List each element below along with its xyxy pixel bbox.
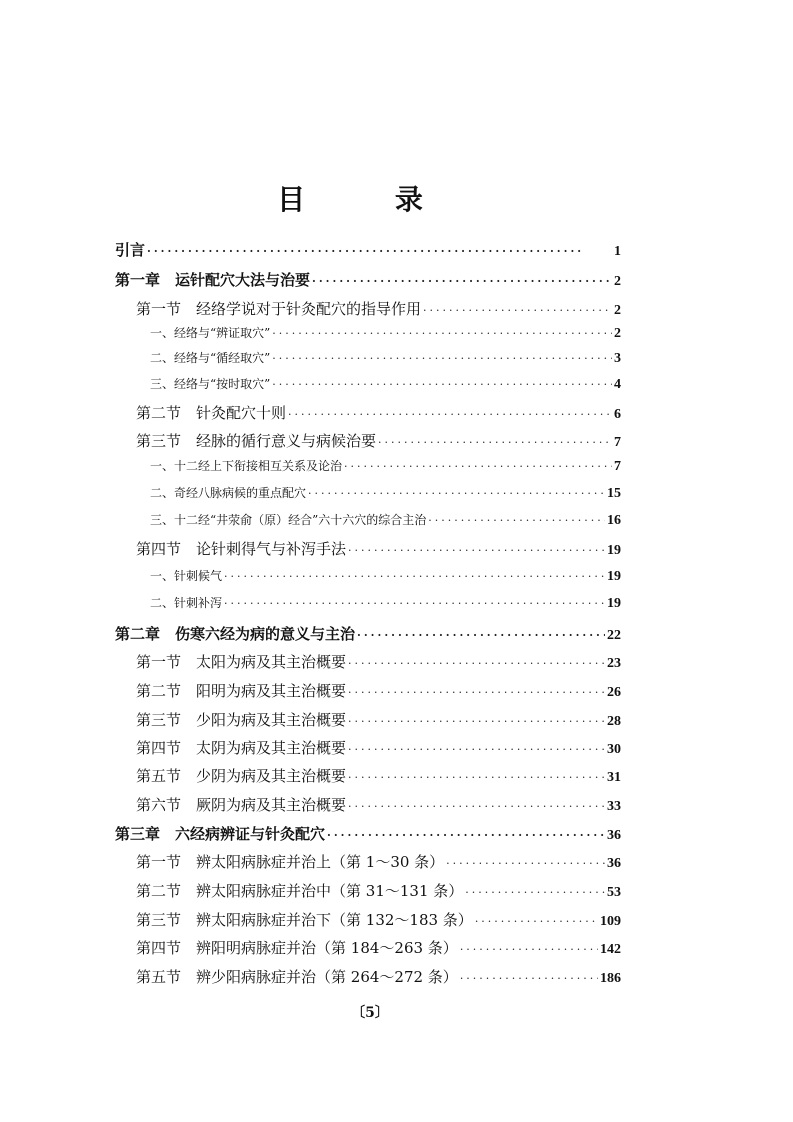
- toc-subsection: [150, 567, 621, 585]
- toc-page-number: 186: [600, 971, 621, 986]
- page-number: 〔5〕: [351, 1005, 389, 1021]
- dot-leader: [344, 460, 612, 473]
- toc-page-number: 3: [614, 351, 621, 366]
- toc-section: [136, 909, 621, 930]
- page-title: 目 录: [277, 183, 463, 216]
- toc-section: [136, 651, 621, 672]
- toc-page-number: 7: [614, 435, 621, 450]
- toc-page-number: 36: [607, 856, 621, 871]
- dot-leader: [348, 771, 605, 784]
- toc-entry-label: 第三章 六经病辨证与针灸配穴: [115, 825, 326, 843]
- toc-entry-label: 引言: [115, 241, 146, 259]
- toc-subsection: [150, 484, 621, 502]
- toc-entry-label: 一、针刺候气: [150, 569, 223, 583]
- toc-entry-label: 二、针刺补泻: [150, 596, 223, 610]
- toc-entry-label: 第二章 伤寒六经为病的意义与主治: [115, 625, 356, 643]
- toc-page-number: 2: [614, 326, 621, 341]
- toc-section: [136, 765, 621, 786]
- toc-subsection: [150, 457, 621, 475]
- dot-leader: [312, 275, 612, 288]
- toc-subsection: [150, 594, 621, 612]
- dot-leader: [272, 327, 612, 340]
- toc-entry-label: 第二节 辨太阳病脉症并治中（第 31～131 条）: [136, 882, 464, 900]
- dot-leader: [357, 629, 605, 642]
- toc-entry-label: 第二节 阳明为病及其主治概要: [136, 682, 347, 700]
- toc-entry-label: 第四节 太阴为病及其主治概要: [136, 739, 347, 757]
- toc-page-number: 109: [600, 914, 621, 929]
- toc-entry-label: 第四节 辨阳明病脉症并治（第 184～263 条）: [136, 939, 458, 957]
- toc-entry-label: 第二节 针灸配穴十则: [136, 404, 287, 422]
- toc-page-number: 7: [614, 459, 621, 474]
- toc-page-number: 36: [607, 828, 621, 843]
- toc-entry-label: 第六节 厥阴为病及其主治概要: [136, 796, 347, 814]
- toc-page-number: 4: [614, 377, 621, 392]
- toc-page-number: 23: [607, 656, 621, 671]
- toc-entry-label: 二、经络与“循经取穴”: [150, 351, 271, 365]
- toc-entry-label: 第一节 经络学说对于针灸配穴的指导作用: [136, 300, 422, 318]
- toc-page-number: 26: [607, 685, 621, 700]
- toc-section: [136, 851, 621, 872]
- toc-page-number: 33: [607, 799, 621, 814]
- dot-leader: [272, 378, 612, 391]
- dot-leader: [348, 686, 605, 699]
- dot-leader: [224, 570, 605, 583]
- toc-page-number: 142: [600, 942, 621, 957]
- toc-entry-label: 三、经络与“按时取穴”: [150, 377, 271, 391]
- toc-page-number: 19: [607, 596, 621, 611]
- dot-leader: [460, 972, 598, 985]
- toc-section: [136, 538, 621, 559]
- toc-subsection: [150, 511, 621, 529]
- toc-entry-label: 第一节 太阳为病及其主治概要: [136, 653, 347, 671]
- toc-subsection: [150, 349, 621, 367]
- dot-leader: [348, 800, 605, 813]
- toc-subsection: [150, 375, 621, 393]
- toc-entry-label: 一、经络与“辨证取穴”: [150, 326, 271, 340]
- dot-leader: [224, 597, 605, 610]
- dot-leader: [460, 943, 598, 956]
- dot-leader: [475, 915, 598, 928]
- toc-page-number: 19: [607, 569, 621, 584]
- toc-page-number: 1: [614, 244, 621, 259]
- toc-subsection: [150, 324, 621, 342]
- dot-leader: [308, 487, 605, 500]
- toc-entry-label: 第一章 运针配穴大法与治要: [115, 271, 311, 289]
- dot-leader: [272, 352, 612, 365]
- toc-page-number: 53: [607, 885, 621, 900]
- dot-leader: [327, 829, 605, 842]
- dot-leader: [465, 886, 605, 899]
- dot-leader: [147, 245, 612, 258]
- toc-entry-label: 二、奇经八脉病候的重点配穴: [150, 486, 307, 500]
- toc-section: [136, 430, 621, 451]
- dot-leader: [378, 436, 612, 449]
- dot-leader: [423, 304, 612, 317]
- toc-entry-label: 第五节 辨少阳病脉症并治（第 264～272 条）: [136, 968, 458, 986]
- toc-page-number: 2: [614, 303, 621, 318]
- toc-section: [136, 937, 621, 958]
- toc-section: [136, 709, 621, 730]
- toc-section: [136, 737, 621, 758]
- toc-section: [136, 794, 621, 815]
- dot-leader: [348, 544, 605, 557]
- toc-page-number: 19: [607, 543, 621, 558]
- dot-leader: [446, 857, 605, 870]
- toc-page-number: 31: [607, 770, 621, 785]
- toc-section: [136, 402, 621, 423]
- toc-page-number: 16: [607, 513, 621, 528]
- dot-leader: [348, 715, 605, 728]
- toc-entry-label: 第三节 辨太阳病脉症并治下（第 132～183 条）: [136, 911, 473, 929]
- toc-section: [136, 298, 621, 319]
- toc-section: [136, 680, 621, 701]
- toc-entry-label: 第三节 经脉的循行意义与病候治要: [136, 432, 377, 450]
- toc-page-number: 15: [607, 486, 621, 501]
- toc-entry-label: 三、十二经“井荥俞（原）经合”六十六穴的综合主治: [150, 513, 427, 527]
- toc-page-number: 6: [614, 407, 621, 422]
- dot-leader: [288, 408, 612, 421]
- toc-section: [136, 880, 621, 901]
- dot-leader: [348, 657, 605, 670]
- toc-page-number: 2: [614, 274, 621, 289]
- toc-section: [136, 966, 621, 987]
- toc-entry-label: 第一节 辨太阳病脉症并治上（第 1～30 条）: [136, 853, 445, 871]
- toc-chapter: [115, 269, 621, 290]
- dot-leader: [348, 743, 605, 756]
- dot-leader: [428, 514, 605, 527]
- toc-entry-label: 第三节 少阳为病及其主治概要: [136, 711, 347, 729]
- toc-page-number: 28: [607, 714, 621, 729]
- toc-chapter: [115, 623, 621, 644]
- toc-page-number: 30: [607, 742, 621, 757]
- toc-page-number: 22: [607, 628, 621, 643]
- toc-entry-label: 第四节 论针刺得气与补泻手法: [136, 540, 347, 558]
- toc-chapter: [115, 823, 621, 844]
- toc-entry-label: 一、十二经上下衔接相互关系及论治: [150, 459, 343, 473]
- toc-entry-label: 第五节 少阴为病及其主治概要: [136, 767, 347, 785]
- toc-chapter: [115, 239, 621, 260]
